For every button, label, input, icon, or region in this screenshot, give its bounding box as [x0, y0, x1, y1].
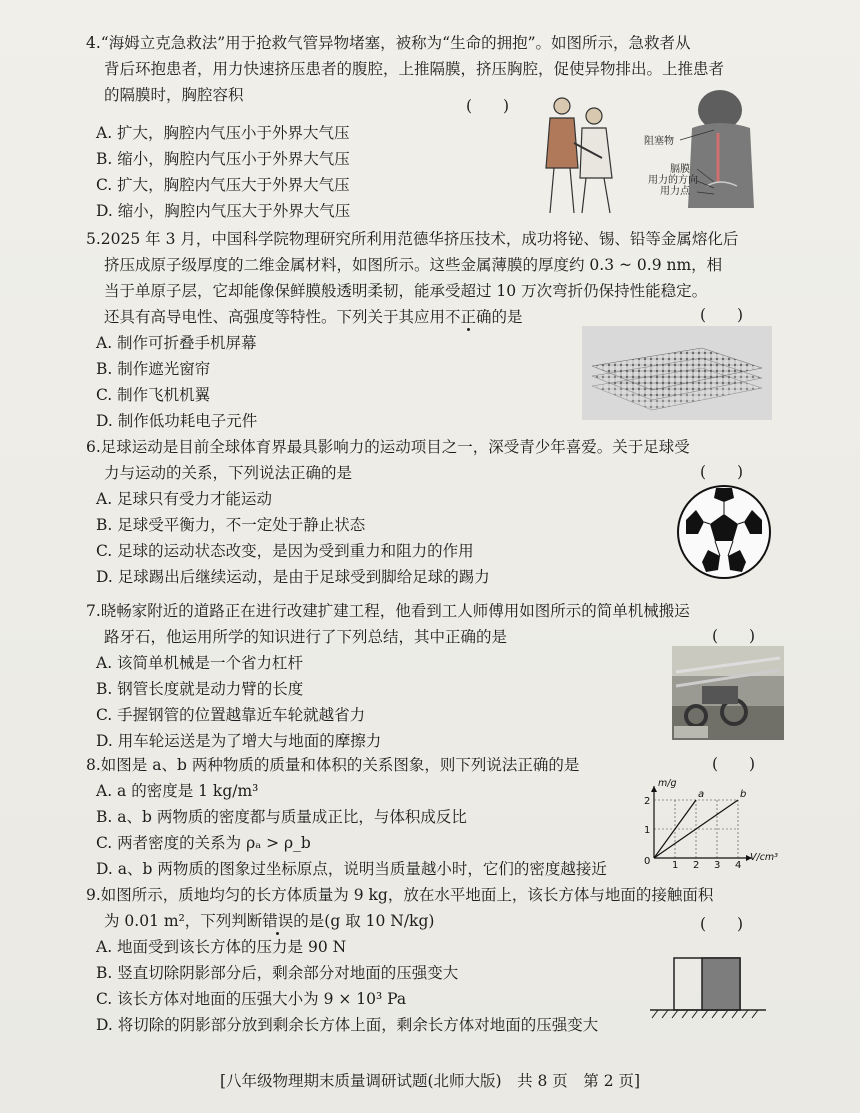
option-d: D. 用车轮运送是为了增大与地面的摩擦力: [96, 732, 382, 750]
question-number: 4.: [86, 34, 101, 52]
question-number: 6.: [86, 438, 101, 456]
option-b: B. 缩小，胸腔内气压小于外界大气压: [96, 150, 350, 168]
y-tick-label: 1: [644, 825, 651, 836]
answer-paren: ( ): [700, 915, 744, 933]
option-a: A. 该简单机械是一个省力杠杆: [96, 654, 304, 672]
answer-paren: ( ): [466, 97, 510, 115]
answer-paren: ( ): [712, 755, 756, 773]
x-tick-label: 3: [714, 860, 721, 871]
question-text: 如图所示，质地均匀的长方体质量为 9 kg，放在水平地面上，该长方体与地面的接触面积: [100, 886, 714, 904]
option-c: C. 两者密度的关系为 ρₐ > ρ_b: [96, 834, 311, 852]
figure-label: 阻塞物: [644, 136, 674, 147]
question-text: 如图是 a、b 两种物质的质量和体积的关系图象，则下列说法正确的是: [100, 756, 580, 774]
y-axis-arrow: [651, 786, 657, 792]
option-d: D. 制作低功耗电子元件: [96, 412, 258, 430]
option-a: A. 足球只有受力才能运动: [96, 490, 273, 508]
figure-label: 膈膜: [670, 164, 690, 175]
lever-cart-figure: [672, 646, 784, 740]
option-a: A. a 的密度是 1 kg/m³: [96, 782, 259, 800]
metal-film-figure: [582, 326, 772, 420]
option-b: B. 竖直切除阴影部分后，剩余部分对地面的压强变大: [96, 964, 459, 982]
football-figure: [676, 484, 772, 580]
option-d: D. 缩小，胸腔内气压大于外界大气压: [96, 202, 351, 220]
question-text: “海姆立克急救法”用于抢救气管异物堵塞，被称为“生命的拥抱”。如图所示，急救者从: [100, 34, 691, 52]
answer-paren: ( ): [700, 463, 744, 481]
option-b: B. 钢管长度就是动力臂的长度: [96, 680, 304, 698]
emphasized-text: 错误: [262, 912, 294, 930]
y-tick-label: 2: [644, 796, 651, 807]
question-text: 力与运动的关系，下列说法正确的是: [104, 464, 353, 482]
question-number: 7.: [86, 602, 101, 620]
series-label-b: b: [740, 789, 747, 800]
question-text: 挤压成原子级厚度的二维金属材料，如图所示。这些金属薄膜的厚度约 0.3 ~ 0.9 nm，相: [104, 256, 723, 274]
question-text: 路牙石，他运用所学的知识进行了下列总结，其中正确的是: [104, 628, 508, 646]
question-text: 足球运动是目前全球体育界最具影响力的运动项目之一，深受青少年喜爱。关于足球受: [100, 438, 690, 456]
option-a: A. 制作可折叠手机屏幕: [96, 334, 257, 352]
option-d: D. 足球踢出后继续运动，是由于足球受到脚给足球的踢力: [96, 568, 490, 586]
x-axis-label: V/cm³: [750, 852, 778, 863]
figure-label: 用力的方向: [648, 175, 698, 186]
option-d: D. 将切除的阴影部分放到剩余长方体上面，剩余长方体对地面的压强变大: [96, 1016, 599, 1034]
question-5: 5.2025 年 3 月，中国科学院物理研究所利用范德华挤压技术，成功将铋、锡、铅等金属熔化后 挤压成原子级厚度的二维金属材料，如图所示。这些金属薄膜的厚度约 0.3 ~ 0.9 nm，相 当于单原子层，它却能像保鲜膜般透明柔韧，能承受超过 10 万次弯折仍保持性能稳定。 还具有高导电性、高强度等特性。下列关于其应用不正确的是: [86, 230, 739, 326]
mass-volume-chart: [632, 776, 778, 871]
answer-paren: ( ): [700, 306, 744, 324]
question-text: 背后环抱患者，用力快速挤压患者的腹腔，上推隔膜，挤压胸腔，促使异物排出。上推患者: [104, 60, 725, 78]
option-a: A. 扩大，胸腔内气压小于外界大气压: [96, 124, 350, 142]
question-number: 8.: [86, 756, 101, 774]
question-9: 9.如图所示，质地均匀的长方体质量为 9 kg，放在水平地面上，该长方体与地面的接触面积 为 0.01 m²，下列判断错误的是(g 取 10 N/kg): [86, 886, 714, 930]
option-c: C. 足球的运动状态改变，是因为受到重力和阻力的作用: [96, 542, 474, 560]
heimlich-figure: [532, 88, 782, 218]
cuboid-figure: [644, 948, 772, 1026]
question-text: 还具有高导电性、高强度等特性。下列关于其应用: [104, 308, 446, 326]
option-b: B. a、b 两物质的密度都与质量成正比，与体积成反比: [96, 808, 467, 826]
emphasized-text: 不正确: [445, 308, 492, 326]
question-7: [86, 598, 780, 650]
option-c: C. 该长方体对地面的压强大小为 9 × 10³ Pa: [96, 990, 407, 1008]
y-tick-label: 0: [644, 856, 651, 867]
figure-label: 用力点: [660, 186, 690, 197]
answer-paren: ( ): [712, 627, 756, 645]
option-c: C. 扩大，胸腔内气压大于外界大气压: [96, 176, 350, 194]
option-b: B. 制作遮光窗帘: [96, 360, 211, 378]
question-6: [86, 434, 780, 486]
question-text: 2025 年 3 月，中国科学院物理研究所利用范德华挤压技术，成功将铋、锡、铅等金属熔化后: [100, 230, 739, 248]
option-c: C. 制作飞机机翼: [96, 386, 211, 404]
series-label-a: a: [698, 789, 705, 800]
page-footer: [八年级物理期末质量调研试题(北师大版) 共 8 页 第 2 页]: [219, 1072, 641, 1090]
option-b: B. 足球受平衡力，不一定处于静止状态: [96, 516, 366, 534]
x-tick-label: 4: [735, 860, 742, 871]
question-text: 当于单原子层，它却能像保鲜膜般透明柔韧，能承受超过 10 万次弯折仍保持性能稳定。: [104, 282, 708, 300]
x-tick-label: 2: [693, 860, 700, 871]
option-a: A. 地面受到该长方体的压力是 90 N: [96, 938, 347, 956]
question-number: 9.: [86, 886, 101, 904]
question-8: [86, 752, 780, 778]
x-tick-label: 1: [672, 860, 679, 871]
option-d: D. a、b 两物质的图象过坐标原点，说明当质量越小时，它们的密度越接近: [96, 860, 607, 878]
question-text: 晓畅家附近的道路正在进行改建扩建工程，他看到工人师傅用如图所示的简单机械搬运: [100, 602, 690, 620]
question-text: 的隔膜时，胸腔容积: [104, 86, 244, 104]
chart-labels: [644, 778, 778, 871]
question-number: 5.: [86, 230, 101, 248]
option-c: C. 手握钢管的位置越靠近车轮就越省力: [96, 706, 366, 724]
y-axis-label: m/g: [658, 778, 677, 789]
